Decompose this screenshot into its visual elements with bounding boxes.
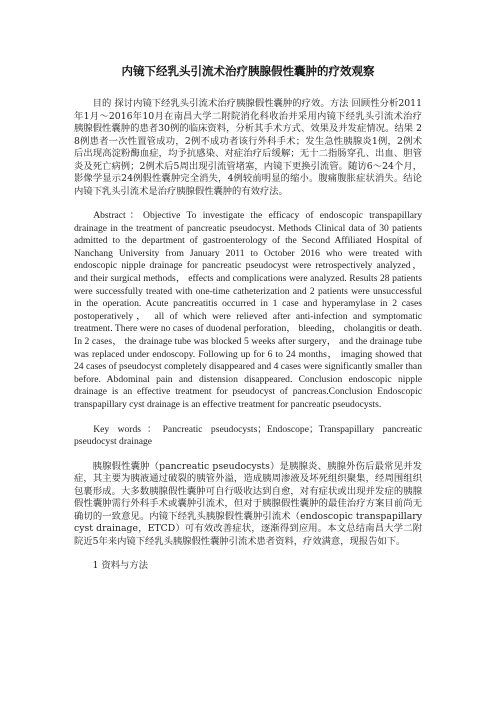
spacer <box>74 198 422 210</box>
spacer <box>74 412 422 424</box>
spacer <box>74 548 422 560</box>
section-heading-materials-methods: 1 资料与方法 <box>92 560 148 572</box>
abstract-chinese: 目的 探讨内镜下经乳头引流术治疗胰腺假性囊肿的疗效。方法 回顾性分析2011年1月～2016年10月在南昌大学二附院消化科收治并采用内镜下经乳头引流术治疗胰腺假性囊肿的患者30例的临床资料，分析其手术方式、效果及并发症情况。结果 28例患者一次性置管成功，2例不成功者该行外科手术；发生急性胰腺炎1例，2例术后出现高淀粉酶血症，均予抗感染、对症治疗后缓解；无十二指肠穿孔、出血、胆管炎及死亡病例；2例术后5周出现引流管堵塞，内镜下更换引流管。随访6～24个月，影像学显示24例假性囊肿完全消失，4例较前明显的缩小。腹痛腹胀症状消失。结论 内镜下乳头引流术是治疗胰腺假性囊肿的有效疗法。 <box>74 98 422 197</box>
keywords: Key words：Pancreatic pseudocysts；Endoscope；Transpapillary pancreatic pseudocyst drainage <box>74 423 422 448</box>
paper-title: 内镜下经乳头引流术治疗胰腺假性囊肿的疗效观察 <box>121 64 375 78</box>
introduction-paragraph: 胰腺假性囊肿（pancreatic pseudocysts）是胰腺炎、胰腺外伤后最常见并发症，其主要为胰液通过破裂的胰管外溢，造成胰周渗液及坏死组织聚集，经周围组织包裹形成。大多数胰腺假性囊肿可自行吸收达到自愈，对有症状或出现并发症的胰腺假性囊肿需行外科手术或囊肿引流术，但对于胰腺假性囊肿的最佳治疗方案目前尚无确切的一致意见。内镜下经乳头胰腺假性囊肿引流术（endoscopic transpapillary cyst drainage，ETCD）可有效改善症状，逐渐得到应用。本文总结南昌大学二附院近5年来内镜下经乳头胰腺假性囊肿引流术患者资料，疗效满意，现报告如下。 <box>74 460 422 547</box>
abstract-english: Abstract：Objective To investigate the efficacy of endoscopic transpapillary drainage in the treatment of pancreatic pseudocyst. Methods Clinical data of 30 patients admitted to the department of gastroenterology of the Second Affiliated Hospital of Nanchang University from January 2011 to October 2016 who were treated with endoscopic nipple drainage for pancreatic pseudocyst were retrospectively analyzed， and their surgical methods， effects and complications were analyzed. Results 28 patients were successfully treated with one-time catheterization and 2 patients were unsuccessful in the operation. Acute pancreatitis occurred in 1 case and hyperamylase in 2 cases postoperatively， all of which were relieved after anti-infection and symptomatic treatment. There were no cases of duodenal perforation， bleeding， cholangitis or death. In 2 cases， the drainage tube was blocked 5 weeks after surgery， and the drainage tube was replaced under endoscopy. Following up for 6 to 24 months， imaging showed that 24 cases of pseudocyst completely disappeared and 4 cases were significantly smaller than before. Abdominal pain and distension disappeared. Conclusion endoscopic nipple drainage is an effective treatment for pseudocyst of pancreas.Conclusion Endoscopic transpapillary cyst drainage is an effective treatment for pancreatic pseudocysts. <box>74 210 422 410</box>
spacer <box>74 449 422 461</box>
